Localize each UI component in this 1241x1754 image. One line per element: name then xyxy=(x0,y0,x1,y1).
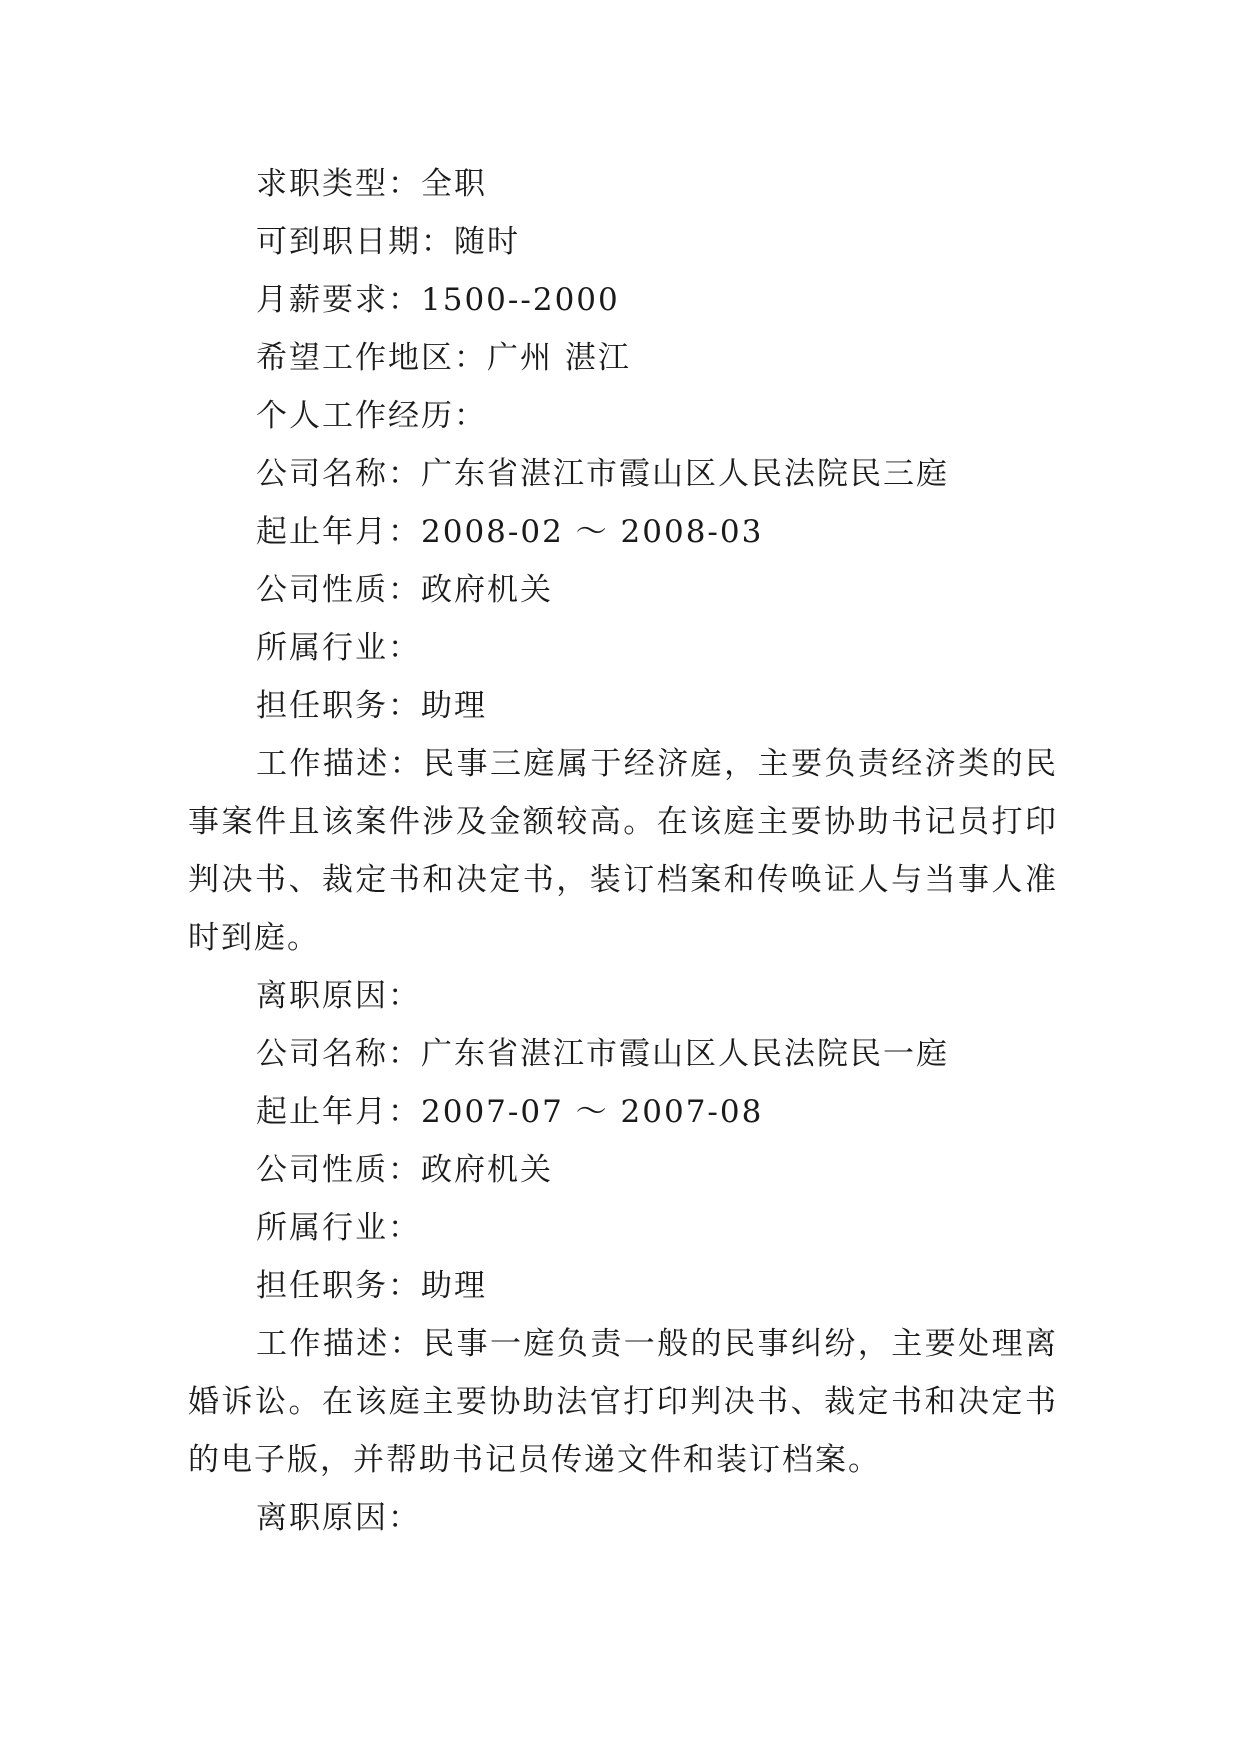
job-entry-1 xyxy=(188,445,1058,1025)
job-description: 工作描述：民事一庭负责一般的民事纠纷，主要处理离婚诉讼。在该庭主要协助法官打印判决书、裁定书和决定书的电子版，并帮助书记员传递文件和装订档案。 xyxy=(188,1326,1058,1478)
position: 担任职务：助理 xyxy=(256,688,487,724)
industry: 所属行业： xyxy=(256,630,421,666)
leave-reason: 离职原因： xyxy=(256,978,421,1014)
industry: 所属行业： xyxy=(256,1210,421,1246)
company-name: 公司名称：广东省湛江市霞山区人民法院民一庭 xyxy=(256,1036,949,1072)
experience-heading: 个人工作经历： xyxy=(256,398,487,434)
job-type: 求职类型：全职 xyxy=(256,166,487,202)
leave-reason: 离职原因： xyxy=(256,1500,421,1536)
salary-requirement: 月薪要求：1500--2000 xyxy=(256,282,620,318)
job-description: 工作描述：民事三庭属于经济庭，主要负责经济类的民事案件且该案件涉及金额较高。在该庭主要协助书记员打印判决书、裁定书和决定书，装订档案和传唤证人与当事人准时到庭。 xyxy=(188,746,1058,956)
available-date: 可到职日期：随时 xyxy=(256,224,520,260)
employment-period: 起止年月：2007-07 ～ 2007-08 xyxy=(256,1094,764,1130)
job-entry-2 xyxy=(188,1025,1058,1547)
resume-page xyxy=(188,155,1058,1547)
company-nature: 公司性质：政府机关 xyxy=(256,572,553,608)
employment-period: 起止年月：2008-02 ～ 2008-03 xyxy=(256,514,764,550)
company-name: 公司名称：广东省湛江市霞山区人民法院民三庭 xyxy=(256,456,949,492)
company-nature: 公司性质：政府机关 xyxy=(256,1152,553,1188)
position: 担任职务：助理 xyxy=(256,1268,487,1304)
desired-location: 希望工作地区：广州 湛江 xyxy=(256,340,631,376)
